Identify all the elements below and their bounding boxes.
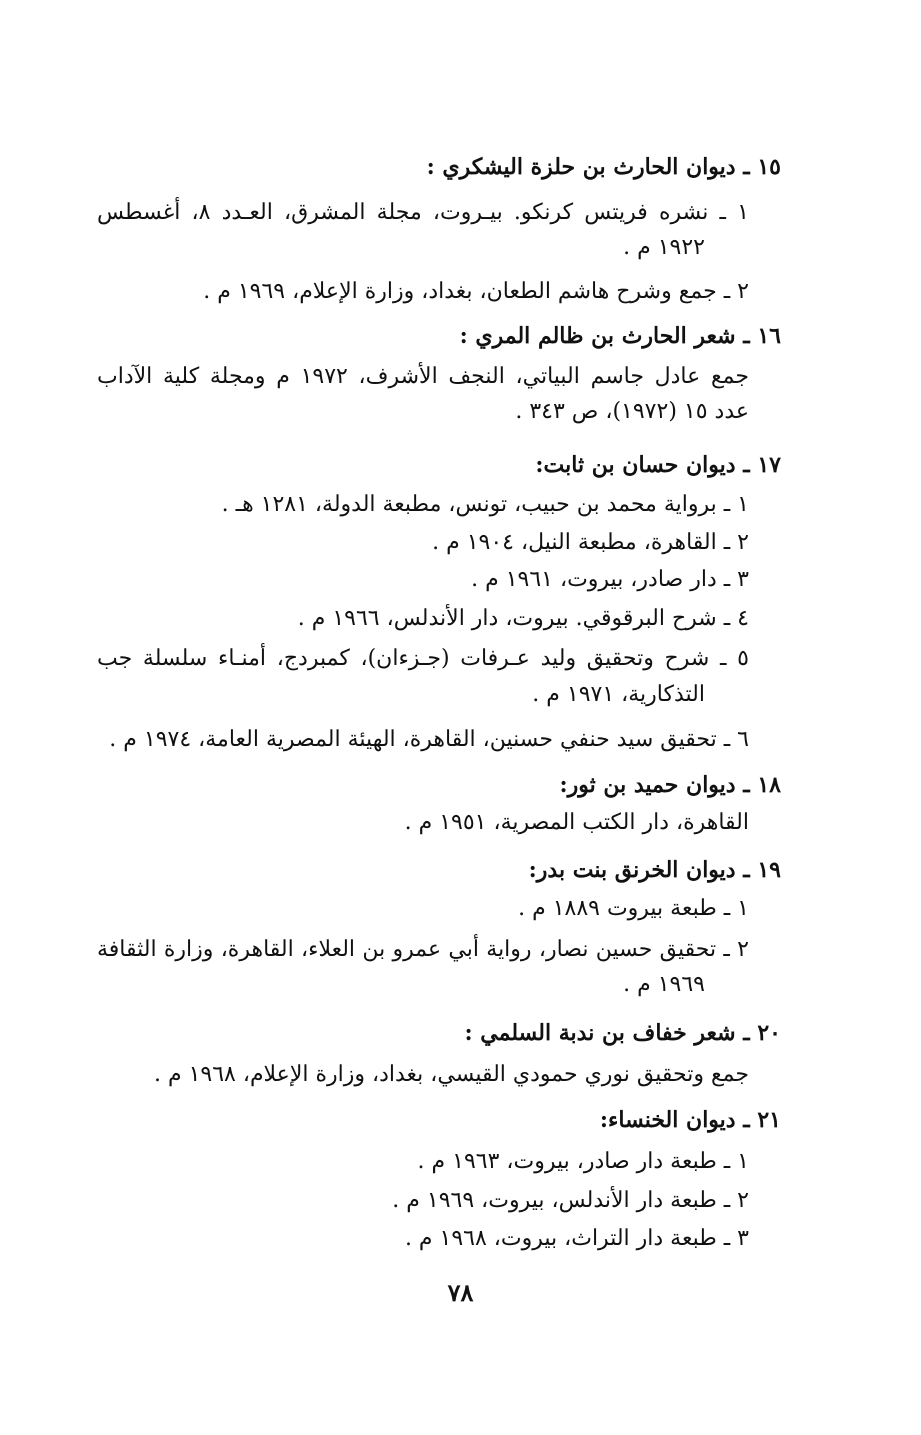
entry-15-item-2: ٢ ـ جمع وشرح هاشم الطعان، بغداد، وزارة الإعلام، ١٩٦٩ م . (203, 279, 749, 304)
entry-heading-18: ١٨ ـ ديوان حميد بن ثور: (559, 772, 781, 798)
entry-heading-17: ١٧ ـ ديوان حسان بن ثابت: (535, 452, 781, 478)
entry-17-item-1: ١ ـ برواية محمد بن حبيب، تونس، مطبعة الدولة، ١٢٨١ هـ . (221, 492, 749, 517)
entry-15-item-1: ١ ـ نشره فريتس كرنكو. بيـروت، مجلة المشرق، العـدد ٨، أغسطس (97, 200, 749, 225)
entry-17-item-2: ٢ ـ القاهرة، مطبعة النيل، ١٩٠٤ م . (432, 530, 749, 555)
entry-20-item-1: جمع وتحقيق نوري حمودي القيسي، بغداد، وزارة الإعلام، ١٩٦٨ م . (153, 1062, 749, 1087)
entry-17-item-6: ٦ ـ تحقيق سيد حنفي حسنين، القاهرة، الهيئة المصرية العامة، ١٩٧٤ م . (109, 727, 749, 752)
entry-18-item-1: القاهرة، دار الكتب المصرية، ١٩٥١ م . (404, 810, 749, 835)
entry-16-item-1-cont: عدد ١٥ (١٩٧٢)، ص ٣٤٣ . (515, 399, 749, 424)
entry-heading-19: ١٩ ـ ديوان الخرنق بنت بدر: (528, 857, 781, 883)
entry-15-item-1-cont: ١٩٢٢ م . (623, 235, 705, 260)
entry-heading-20: ٢٠ ـ شعر خفاف بن ندبة السلمي : (464, 1020, 781, 1046)
entry-19-item-2: ٢ ـ تحقيق حسين نصار، رواية أبي عمرو بن العلاء، القاهرة، وزارة الثقافة (97, 937, 749, 962)
entry-heading-15: ١٥ ـ ديوان الحارث بن حلزة اليشكري : (426, 154, 781, 180)
entry-heading-16: ١٦ ـ شعر الحارث بن ظالم المري : (459, 323, 781, 349)
entry-19-item-2-cont: ١٩٦٩ م . (623, 972, 705, 997)
entry-17-item-5-cont: التذكارية، ١٩٧١ م . (532, 682, 705, 707)
entry-17-item-5: ٥ ـ شرح وتحقيق وليد عـرفات (جـزءان)، كمبردج، أمنـاء سلسلة جب (97, 646, 749, 671)
entry-21-item-3: ٣ ـ طبعة دار التراث، بيروت، ١٩٦٨ م . (404, 1226, 749, 1251)
entry-19-item-1: ١ ـ طبعة بيروت ١٨٨٩ م . (518, 896, 749, 921)
entry-heading-21: ٢١ ـ ديوان الخنساء: (599, 1107, 781, 1133)
entry-16-item-1: جمع عادل جاسم البياتي، النجف الأشرف، ١٩٧٢ م ومجلة كلية الآداب (97, 364, 749, 389)
page-number: ٧٨ (447, 1278, 474, 1307)
entry-21-item-2: ٢ ـ طبعة دار الأندلس، بيروت، ١٩٦٩ م . (392, 1188, 749, 1213)
entry-17-item-3: ٣ ـ دار صادر، بيروت، ١٩٦١ م . (471, 567, 749, 592)
entry-21-item-1: ١ ـ طبعة دار صادر، بيروت، ١٩٦٣ م . (417, 1149, 749, 1174)
entry-17-item-4: ٤ ـ شرح البرقوقي. بيروت، دار الأندلس، ١٩٦٦ م . (297, 606, 749, 631)
